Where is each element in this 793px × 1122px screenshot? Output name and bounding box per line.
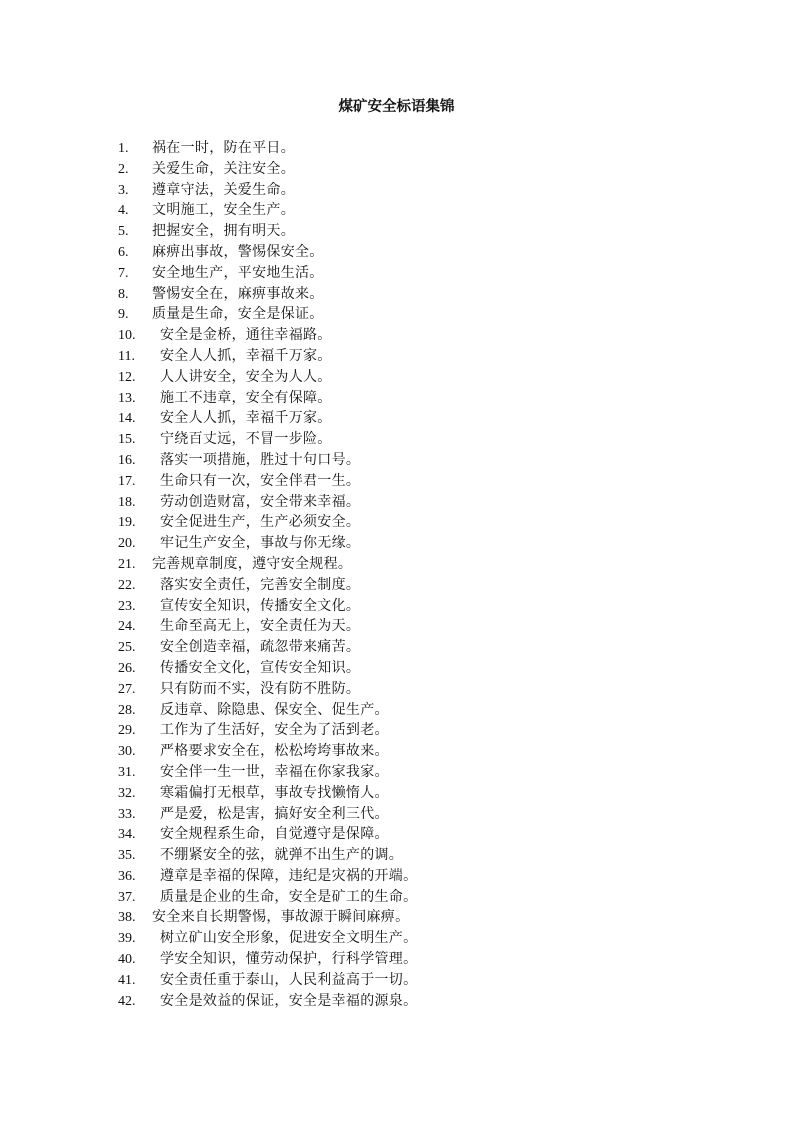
list-item	[118, 429, 417, 450]
item-text: 施工不违章，安全有保障。	[160, 389, 332, 406]
item-number: 23.	[118, 598, 136, 614]
document-title: 煤矿安全标语集锦	[338, 99, 455, 115]
item-text: 树立矿山安全形象，促进安全文明生产。	[160, 930, 418, 947]
item-text: 学安全知识，懂劳动保护，行科学管理。	[160, 951, 418, 968]
list-item	[118, 408, 417, 429]
item-number: 28.	[118, 702, 136, 718]
item-number: 19.	[118, 515, 136, 531]
item-number: 1.	[118, 141, 129, 156]
list-item	[118, 762, 417, 783]
list-item	[118, 554, 417, 575]
item-number: 27.	[118, 681, 136, 697]
list-item	[118, 720, 417, 741]
item-number: 17.	[118, 473, 136, 489]
list-item	[118, 679, 417, 700]
list-item	[118, 741, 417, 762]
list-item	[118, 845, 417, 866]
item-text: 祸在一时，防在平日。	[152, 140, 295, 156]
item-text: 安全规程系生命，自觉遵守是保障。	[160, 826, 389, 843]
item-number: 39.	[118, 931, 136, 947]
item-text: 遵章守法，关爱生命。	[152, 181, 295, 198]
list-item	[118, 284, 417, 305]
item-text: 完善规章制度，遵守安全规程。	[152, 555, 353, 572]
item-number: 24.	[118, 619, 136, 635]
item-number: 33.	[118, 806, 136, 822]
item-text: 宣传安全知识，传播安全文化。	[160, 597, 361, 614]
item-number: 30.	[118, 744, 136, 760]
item-text: 安全创造幸福，疏忽带来痛苦。	[160, 639, 361, 656]
list-item	[118, 325, 417, 346]
list-item	[118, 304, 417, 325]
item-number: 8.	[118, 286, 129, 302]
item-text: 安全伴一生一世，幸福在你家我家。	[160, 763, 389, 780]
list-item	[118, 450, 417, 471]
item-number: 36.	[118, 868, 136, 884]
list-item	[118, 242, 417, 263]
item-number: 34.	[118, 827, 136, 843]
list-item	[118, 596, 417, 617]
list-item	[118, 471, 417, 492]
item-number: 29.	[118, 723, 136, 739]
item-text: 安全地生产，平安地生活。	[152, 264, 324, 281]
item-number: 13.	[118, 390, 136, 406]
item-number: 22.	[118, 577, 136, 593]
item-number: 38.	[118, 910, 136, 926]
slogan-list	[118, 138, 417, 1011]
item-text: 警惕安全在，麻痹事故来。	[152, 285, 324, 302]
item-text: 反违章、除隐患、保安全、促生产。	[160, 701, 389, 718]
list-item	[118, 824, 417, 845]
item-number: 18.	[118, 494, 136, 510]
item-text: 安全是效益的保证，安全是幸福的源泉。	[160, 992, 418, 1009]
item-text: 安全人人抓，幸福千万家。	[160, 410, 332, 427]
list-item	[118, 263, 417, 284]
item-text: 质量是生命，安全是保证。	[152, 306, 324, 323]
list-item	[118, 658, 417, 679]
item-text: 文明施工，安全生产。	[152, 202, 295, 219]
item-text: 安全来自长期警惕，事故源于瞬间麻痹。	[152, 909, 410, 926]
item-text: 安全人人抓，幸福千万家。	[160, 347, 332, 364]
item-text: 只有防而不实，没有防不胜防。	[160, 680, 361, 697]
item-number: 21.	[118, 556, 136, 572]
item-text: 安全责任重于泰山，人民利益高于一切。	[160, 971, 418, 988]
item-number: 11.	[118, 348, 135, 364]
list-item	[118, 346, 417, 367]
item-number: 14.	[118, 411, 136, 427]
item-text: 劳动创造财富，安全带来幸福。	[160, 493, 361, 510]
list-item	[118, 887, 417, 908]
list-item	[118, 388, 417, 409]
list-item	[118, 783, 417, 804]
item-number: 2.	[118, 161, 129, 177]
item-number: 40.	[118, 952, 136, 968]
item-number: 25.	[118, 640, 136, 656]
item-number: 7.	[118, 265, 129, 281]
item-number: 26.	[118, 660, 136, 676]
list-item	[118, 492, 417, 513]
list-item	[118, 512, 417, 533]
item-text: 工作为了生活好，安全为了活到老。	[160, 722, 389, 739]
list-item	[118, 949, 417, 970]
item-number: 32.	[118, 785, 136, 801]
list-item	[118, 866, 417, 887]
item-number: 41.	[118, 972, 136, 988]
item-number: 9.	[118, 307, 129, 323]
item-text: 质量是企业的生命，安全是矿工的生命。	[160, 888, 418, 905]
list-item	[118, 970, 417, 991]
list-item	[118, 367, 417, 388]
item-text: 严是爱，松是害，搞好安全利三代。	[160, 805, 389, 822]
item-text: 关爱生命，关注安全。	[152, 160, 295, 177]
list-item	[118, 138, 417, 159]
item-number: 15.	[118, 432, 136, 448]
item-text: 生命只有一次，安全伴君一生。	[160, 472, 361, 489]
item-number: 6.	[118, 244, 129, 260]
list-item	[118, 575, 417, 596]
item-text: 遵章是幸福的保障，违纪是灾祸的开端。	[160, 867, 418, 884]
item-number: 31.	[118, 764, 136, 780]
item-text: 寒霜偏打无根草，事故专找懒惰人。	[160, 784, 389, 801]
item-number: 5.	[118, 224, 129, 240]
item-text: 宁绕百丈远，不冒一步险。	[160, 431, 332, 448]
item-number: 10.	[118, 328, 136, 344]
list-item	[118, 637, 417, 658]
item-text: 安全是金桥，通往幸福路。	[160, 327, 332, 344]
item-text: 不绷紧安全的弦，就弹不出生产的调。	[160, 847, 404, 864]
item-number: 12.	[118, 369, 136, 385]
list-item	[118, 180, 417, 201]
item-text: 严格要求安全在，松松垮垮事故来。	[160, 743, 389, 760]
item-number: 37.	[118, 889, 136, 905]
item-number: 35.	[118, 848, 136, 864]
item-number: 16.	[118, 452, 136, 468]
item-number: 42.	[118, 993, 136, 1009]
list-item	[118, 907, 417, 928]
list-item	[118, 616, 417, 637]
item-number: 3.	[118, 182, 129, 198]
item-text: 生命至高无上，安全责任为天。	[160, 618, 361, 635]
item-text: 麻痹出事故，警惕保安全。	[152, 243, 324, 260]
list-item	[118, 928, 417, 949]
item-text: 传播安全文化，宣传安全知识。	[160, 659, 361, 676]
item-text: 把握安全，拥有明天。	[152, 223, 295, 240]
list-item	[118, 991, 417, 1012]
item-text: 安全促进生产，生产必须安全。	[160, 514, 361, 531]
list-item	[118, 200, 417, 221]
item-number: 20.	[118, 536, 136, 552]
list-item	[118, 804, 417, 825]
list-item	[118, 700, 417, 721]
list-item	[118, 533, 417, 554]
list-item	[118, 159, 417, 180]
item-text: 牢记生产安全，事故与你无缘。	[160, 535, 361, 552]
list-item	[118, 221, 417, 242]
item-text: 落实一项措施，胜过十句口号。	[160, 451, 361, 468]
item-number: 4.	[118, 203, 129, 219]
item-text: 人人讲安全，安全为人人。	[160, 368, 332, 385]
item-text: 落实安全责任，完善安全制度。	[160, 576, 361, 593]
